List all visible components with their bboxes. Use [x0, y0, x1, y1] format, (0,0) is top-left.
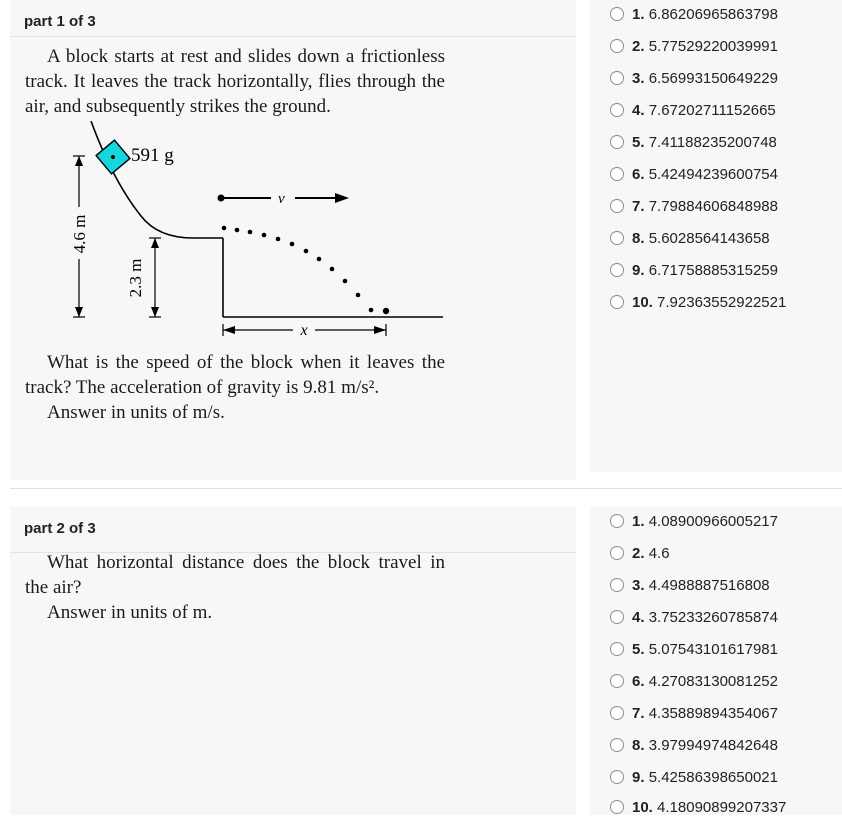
answer-option[interactable]: 10. 4.18090899207337	[610, 795, 786, 819]
answer-option[interactable]: 8. 5.6028564143658	[610, 226, 770, 250]
part1-question-text: What is the speed of the block when it leaves the track? The acceleration of gravity is 9.81 m/s².	[25, 352, 445, 398]
radio-button[interactable]	[610, 167, 624, 181]
radio-button[interactable]	[610, 642, 624, 656]
answer-option[interactable]: 10. 7.92363552922521	[610, 290, 786, 314]
part1-units: Answer in units of m/s.	[47, 402, 225, 423]
mass-label: 591 g	[131, 145, 174, 166]
radio-button[interactable]	[610, 674, 624, 688]
answer-option[interactable]: 6. 5.42494239600754	[610, 162, 778, 186]
part2-question-panel	[10, 506, 576, 815]
impact-dot	[383, 308, 389, 314]
answer-option[interactable]: 7. 7.79884606848988	[610, 194, 778, 218]
velocity-label: v	[278, 191, 285, 207]
radio-button[interactable]	[610, 770, 624, 784]
answer-option[interactable]: 2. 4.6	[610, 541, 670, 565]
part2-answer-panel	[590, 506, 842, 815]
answer-option[interactable]: 8. 3.97994974842648	[610, 733, 778, 757]
distance-label: x	[300, 322, 308, 339]
trajectory-dots	[222, 226, 374, 313]
radio-button[interactable]	[610, 199, 624, 213]
track-figure	[43, 121, 473, 346]
radio-button[interactable]	[610, 546, 624, 560]
section-divider	[10, 488, 842, 489]
part1-heading: part 1 of 3	[10, 0, 576, 37]
answer-option[interactable]: 1. 4.08900966005217	[610, 509, 778, 533]
radio-button[interactable]	[610, 295, 624, 309]
radio-button[interactable]	[610, 103, 624, 117]
answer-option[interactable]: 6. 4.27083130081252	[610, 669, 778, 693]
radio-button[interactable]	[610, 231, 624, 245]
answer-option[interactable]: 7. 4.35889894354067	[610, 701, 778, 725]
radio-button[interactable]	[610, 706, 624, 720]
answer-option[interactable]: 9. 6.71758885315259	[610, 258, 778, 282]
velocity-arrowhead	[335, 193, 349, 203]
part2-question-text: What horizontal distance does the block travel in the air?	[25, 552, 445, 598]
height-track-label: 2.3 m	[126, 258, 145, 298]
radio-button[interactable]	[610, 610, 624, 624]
radio-button[interactable]	[610, 39, 624, 53]
radio-button[interactable]	[610, 800, 624, 814]
part1-question-panel	[10, 0, 576, 480]
answer-option[interactable]: 5. 7.41188235200748	[610, 130, 777, 154]
radio-button[interactable]	[610, 7, 624, 21]
part2-heading: part 2 of 3	[10, 506, 576, 553]
answer-option[interactable]: 1. 6.86206965863798	[610, 2, 778, 26]
part1-problem-text: A block starts at rest and slides down a frictionless track. It leaves the track horizontally, flies through the air, and subsequently strikes the ground.	[25, 46, 445, 117]
radio-button[interactable]	[610, 738, 624, 752]
radio-button[interactable]	[610, 71, 624, 85]
answer-option[interactable]: 4. 7.67202711152665	[610, 98, 776, 122]
part1-answer-panel	[590, 0, 842, 472]
height-total-label: 4.6 m	[70, 214, 89, 254]
radio-button[interactable]	[610, 263, 624, 277]
radio-button[interactable]	[610, 135, 624, 149]
radio-button[interactable]	[610, 578, 624, 592]
answer-option[interactable]: 3. 4.4988887516808	[610, 573, 770, 597]
radio-button[interactable]	[610, 514, 624, 528]
track-curve	[91, 121, 223, 238]
answer-option[interactable]: 2. 5.77529220039991	[610, 34, 778, 58]
answer-option[interactable]: 3. 6.56993150649229	[610, 66, 778, 90]
answer-option[interactable]: 9. 5.42586398650021	[610, 765, 778, 789]
part2-units: Answer in units of m.	[47, 602, 213, 623]
answer-option[interactable]: 5. 5.07543101617981	[610, 637, 778, 661]
answer-option[interactable]: 4. 3.75233260785874	[610, 605, 778, 629]
